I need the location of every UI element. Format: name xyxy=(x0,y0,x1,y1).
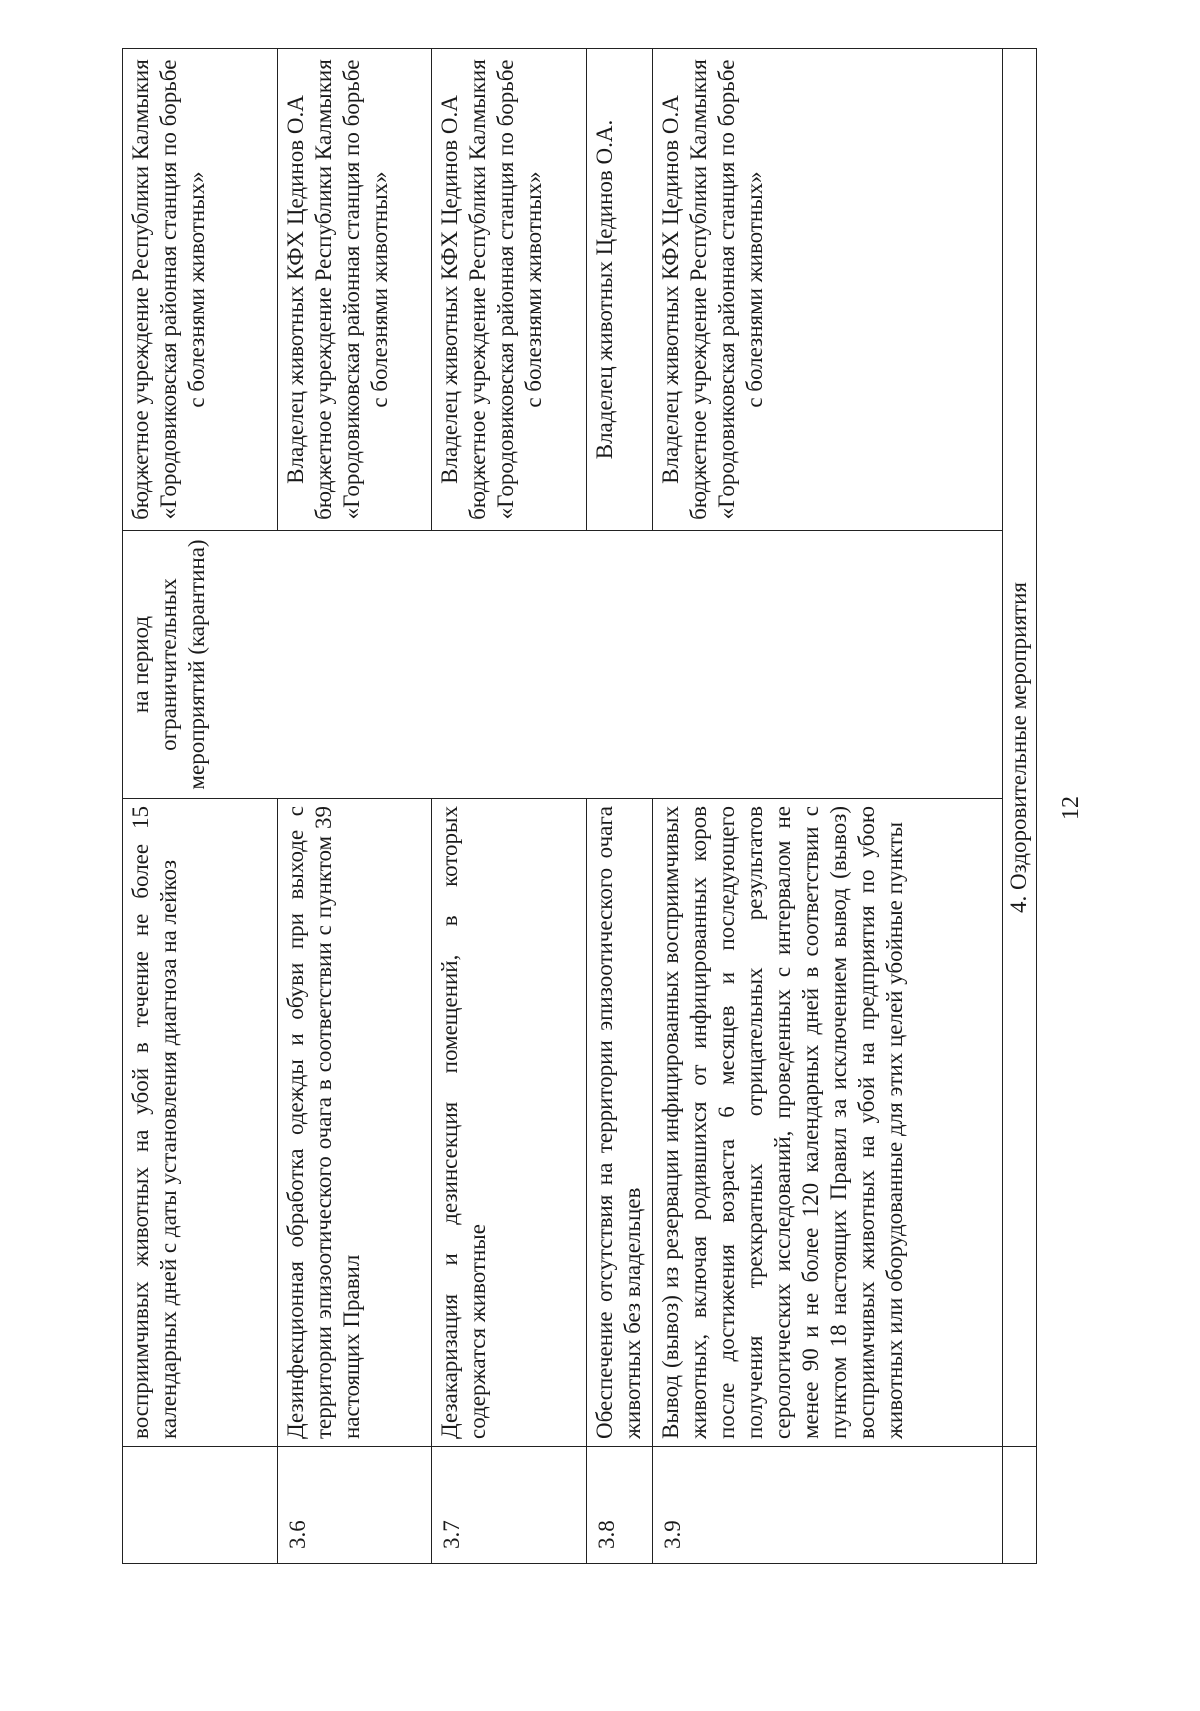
row-number: 3.8 xyxy=(586,1447,652,1564)
measure-text: Обеспечение отсутствия на территории эпизоотического очага животных без владельцев xyxy=(586,799,652,1447)
responsible-text: Владелец животных КФХ Цединов О.А бюджетное учреждение Республики Калмыкия «Городовиковская районная станция по борьбе с болезнями животных» xyxy=(277,49,432,531)
page-number: 12 xyxy=(1058,796,1084,820)
term-text: на период ограничительных мероприятий (карантина) xyxy=(123,531,1003,799)
table-row xyxy=(277,49,432,1564)
row-number: 3.6 xyxy=(277,1447,432,1564)
responsible-text: Владелец животных КФХ Цединов О.А бюджетное учреждение Республики Калмыкия «Городовиковская районная станция по борьбе с болезнями животных» xyxy=(432,49,587,531)
measure-text: Дезакаризация и дезинсекция помещений, в которых содержатся животные xyxy=(432,799,587,1447)
table-row xyxy=(652,49,1003,1564)
responsible-text: Владелец животных Цединов О.А. xyxy=(586,49,652,531)
table-row xyxy=(123,49,278,1564)
section-row xyxy=(1003,49,1037,1564)
responsible-text: Владелец животных КФХ Цединов О.А бюджетное учреждение Республики Калмыкия «Городовиковская районная станция по борьбе с болезнями животных» xyxy=(652,49,1003,531)
rotated-page xyxy=(122,49,1037,1564)
measure-text: Дезинфекционная обработка одежды и обуви при выходе с территории эпизоотического очага в соответствии с пунктом 39 настоящих Правил xyxy=(277,799,432,1447)
row-number: 3.7 xyxy=(432,1447,587,1564)
measures-table xyxy=(122,48,1037,1564)
table-row xyxy=(586,49,652,1564)
row-number: 3.9 xyxy=(652,1447,1003,1564)
row-number xyxy=(1003,1447,1037,1564)
table-row xyxy=(432,49,587,1564)
measure-text: восприимчивых животных на убой в течение не более 15 календарных дней с даты установления диагноза на лейкоз xyxy=(123,799,278,1447)
row-number xyxy=(123,1447,278,1564)
section-title: 4. Оздоровительные мероприятия xyxy=(1003,49,1037,1447)
responsible-text: бюджетное учреждение Республики Калмыкия «Городовиковская районная станция по борьбе с болезнями животных» xyxy=(123,49,278,531)
measure-text: Вывод (вывоз) из резервации инфицированных восприимчивых животных, включая родившихся от инфицированных коров после достижения возраста 6 месяцев и последующего получения трехкратных отрицательных результатов серологических исследований, проведенных с интервалом не менее 90 и не более 120 календарных дней в соответствии с пунктом 18 настоящих Правил за исключением вывод (вывоз) восприимчивых животных на убой на предприятия по убою животных или оборудованные для этих целей убойные пункты xyxy=(652,799,1003,1447)
